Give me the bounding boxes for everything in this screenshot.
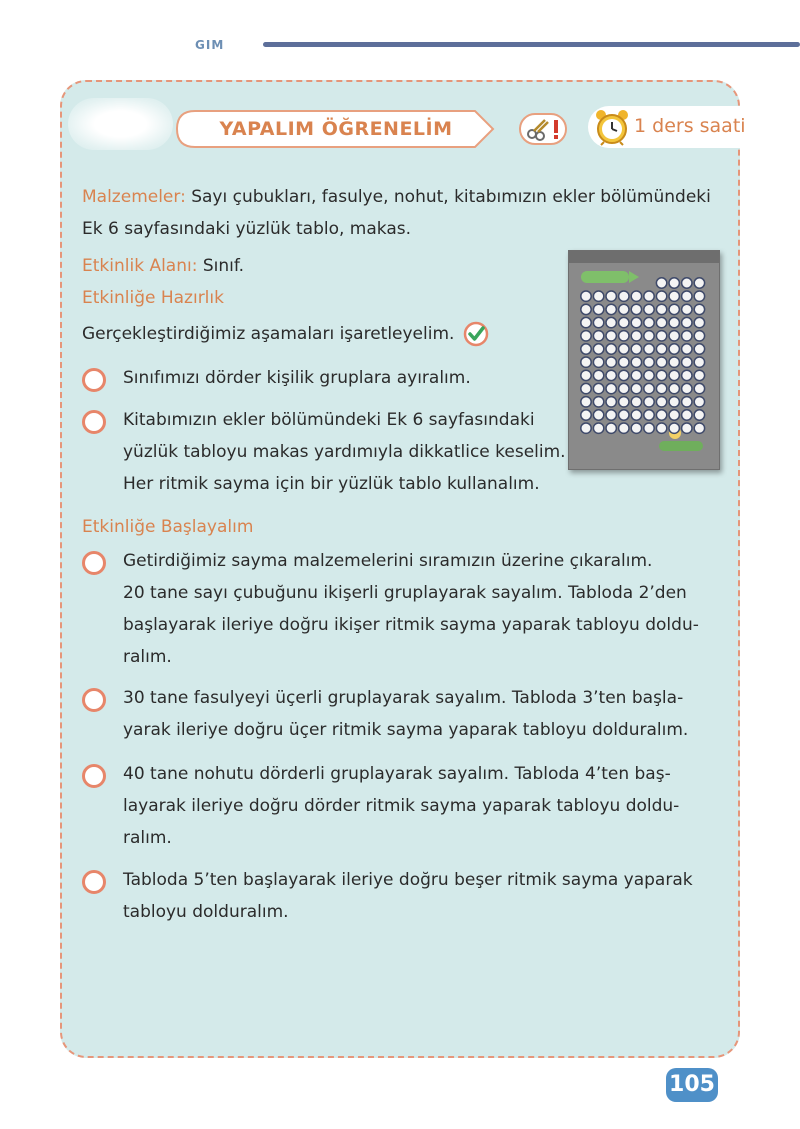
- chart-cell: [669, 317, 679, 327]
- scissors-icon: [519, 113, 567, 145]
- chart-cell: [593, 357, 603, 367]
- chart-cell: [644, 317, 654, 327]
- chart-cell: [682, 370, 692, 380]
- chart-cell: [606, 410, 616, 420]
- prep-item-1-line-1: Sınıfımızı dörder kişilik gruplara ayıralım.: [123, 368, 471, 388]
- chart-cell: [606, 317, 616, 327]
- chart-cell: [606, 397, 616, 407]
- chart-cell: [606, 370, 616, 380]
- duration-text: 1 ders saati: [634, 115, 746, 137]
- chart-cell: [619, 410, 629, 420]
- checkbox-circle[interactable]: [82, 870, 106, 894]
- chart-cell: [619, 370, 629, 380]
- chart-cell: [669, 423, 679, 433]
- chart-cell: [593, 344, 603, 354]
- chart-cell: [669, 331, 679, 341]
- chart-cell: [581, 344, 591, 354]
- start-item-1-line-3: başlayarak ileriye doğru ikişer ritmik sayma yaparak tabloyu doldu-: [123, 615, 699, 635]
- page-number: 105: [666, 1068, 718, 1102]
- chart-cell: [593, 331, 603, 341]
- chart-cell: [656, 331, 666, 341]
- chart-cell: [656, 278, 666, 288]
- chart-cell: [682, 410, 692, 420]
- chart-cell: [656, 317, 666, 327]
- chart-cell: [669, 357, 679, 367]
- chart-cell: [669, 344, 679, 354]
- chart-cell: [669, 410, 679, 420]
- chart-cell: [682, 397, 692, 407]
- start-item-1-line-2: 20 tane sayı çubuğunu ikişerli gruplayarak sayalım. Tabloda 2’den: [123, 583, 687, 603]
- decorative-splash: [68, 98, 173, 150]
- chart-cell: [619, 357, 629, 367]
- chart-cell: [619, 317, 629, 327]
- chart-cell: [631, 317, 641, 327]
- chart-cell: [631, 410, 641, 420]
- chart-cell: [619, 383, 629, 393]
- chart-cell: [656, 410, 666, 420]
- chart-cell: [619, 291, 629, 301]
- prep-item-2-line-2: yüzlük tabloyu makas yardımıyla dikkatlice keselim.: [123, 442, 566, 462]
- chart-cell: [631, 357, 641, 367]
- chart-cell: [581, 423, 591, 433]
- chart-cell: [694, 370, 704, 380]
- chart-cell: [656, 370, 666, 380]
- checkbox-circle[interactable]: [82, 551, 106, 575]
- prep-instruction: Gerçekleştirdiğimiz aşamaları işaretleyelim.: [82, 324, 455, 344]
- chart-cell: [644, 304, 654, 314]
- chart-cell: [694, 291, 704, 301]
- chart-cell: [669, 278, 679, 288]
- chart-cell: [694, 331, 704, 341]
- materials-text-1: Sayı çubukları, fasulye, nohut, kitabımızın ekler bölümündeki: [185, 187, 711, 207]
- start-heading: Etkinliğe Başlayalım: [82, 517, 254, 537]
- chart-cell: [581, 317, 591, 327]
- chart-cell: [631, 344, 641, 354]
- checkbox-circle[interactable]: [82, 410, 106, 434]
- chart-cell: [644, 423, 654, 433]
- checkbox-circle[interactable]: [82, 688, 106, 712]
- activity-area-line: [82, 251, 244, 281]
- chart-cell: [581, 410, 591, 420]
- chart-cell: [581, 370, 591, 380]
- chart-cell: [593, 304, 603, 314]
- start-item-2-line-1: 30 tane fasulyeyi üçerli gruplayarak sayalım. Tabloda 3’ten başla-: [123, 688, 684, 708]
- chart-cell: [606, 331, 616, 341]
- prep-item-2-line-1: Kitabımızın ekler bölümündeki Ek 6 sayfasındaki: [123, 410, 535, 430]
- chart-cell: [682, 344, 692, 354]
- prep-heading: Etkinliğe Hazırlık: [82, 288, 224, 308]
- chart-cell: [619, 304, 629, 314]
- chart-cell: [631, 331, 641, 341]
- chart-cell: [593, 423, 603, 433]
- chart-cell: [694, 383, 704, 393]
- chart-cell: [682, 383, 692, 393]
- chart-cell: [631, 383, 641, 393]
- chart-cell: [619, 344, 629, 354]
- chart-cell: [581, 291, 591, 301]
- chart-cell: [593, 317, 603, 327]
- chart-cell: [581, 383, 591, 393]
- start-item-1-line-1: Getirdiğimiz sayma malzemelerini sıramızın üzerine çıkaralım.: [123, 551, 653, 571]
- start-item-3-line-1: 40 tane nohutu dörderli gruplayarak sayalım. Tabloda 4’ten baş-: [123, 764, 671, 784]
- chart-cell: [682, 357, 692, 367]
- chart-cell: [606, 357, 616, 367]
- materials-line-1: [82, 182, 711, 212]
- chart-cell: [581, 397, 591, 407]
- start-item-2-line-2: yarak ileriye doğru üçer ritmik sayma yaparak tabloyu dolduralım.: [123, 720, 689, 740]
- chart-cell: [606, 304, 616, 314]
- chart-cell: [669, 291, 679, 301]
- chart-cell: [682, 331, 692, 341]
- chart-cell: [606, 423, 616, 433]
- chart-cell: [682, 291, 692, 301]
- chart-cell: [644, 370, 654, 380]
- alarm-clock-icon: [592, 108, 632, 146]
- chart-cell: [631, 304, 641, 314]
- duration-badge: [588, 106, 746, 148]
- banner-title: YAPALIM ÖĞRENELİM: [219, 118, 453, 140]
- prep-item-2-line-3: Her ritmik sayma için bir yüzlük tablo kullanalım.: [123, 474, 540, 494]
- chart-cell: [669, 370, 679, 380]
- activity-area-value: Sınıf.: [197, 256, 245, 276]
- start-item-1-line-4: ralım.: [123, 647, 172, 667]
- chart-cell: [631, 397, 641, 407]
- chart-cell: [593, 410, 603, 420]
- materials-text-2: Ek 6 sayfasındaki yüzlük tablo, makas.: [82, 219, 411, 239]
- chart-cell: [606, 383, 616, 393]
- start-item-3-line-2: layarak ileriye doğru dörder ritmik sayma yaparak tabloyu doldu-: [123, 796, 680, 816]
- chart-cell: [656, 423, 666, 433]
- chart-cell: [631, 291, 641, 301]
- chart-cell: [631, 423, 641, 433]
- chart-cell: [656, 291, 666, 301]
- start-item-4-line-2: tabloyu dolduralım.: [123, 902, 289, 922]
- activity-banner: [175, 109, 497, 149]
- chart-cell: [644, 410, 654, 420]
- start-item-3-line-3: ralım.: [123, 828, 172, 848]
- chart-cell: [682, 317, 692, 327]
- chart-cell: [644, 344, 654, 354]
- chart-cell: [619, 397, 629, 407]
- chart-cell: [694, 357, 704, 367]
- chart-cell: [619, 423, 629, 433]
- chart-cell: [694, 410, 704, 420]
- chart-cell: [644, 331, 654, 341]
- chart-cell: [593, 291, 603, 301]
- chart-cell: [606, 344, 616, 354]
- checkbox-circle[interactable]: [82, 368, 106, 392]
- chart-cell: [656, 304, 666, 314]
- chart-cell: [593, 383, 603, 393]
- start-item-4-line-1: Tabloda 5’ten başlayarak ileriye doğru beşer ritmik sayma yaparak: [123, 870, 693, 890]
- chart-cell: [619, 331, 629, 341]
- chart-cell: [694, 317, 704, 327]
- chart-cell: [669, 397, 679, 407]
- section-tab-label: GIM: [195, 38, 225, 52]
- materials-label: Malzemeler:: [82, 187, 186, 207]
- chart-cell: [581, 331, 591, 341]
- chart-cell: [656, 357, 666, 367]
- chart-cell: [682, 278, 692, 288]
- chart-cell: [644, 291, 654, 301]
- chart-cell: [656, 344, 666, 354]
- chart-cell: [669, 383, 679, 393]
- chart-cell: [694, 423, 704, 433]
- chart-cell: [581, 357, 591, 367]
- chart-cell: [682, 423, 692, 433]
- chart-cell: [593, 397, 603, 407]
- chart-cell: [656, 397, 666, 407]
- header-rule: [263, 42, 800, 47]
- chart-cell: [669, 304, 679, 314]
- activity-area-label: Etkinlik Alanı:: [82, 256, 198, 276]
- hundred-chart-image: [568, 250, 720, 470]
- chart-cell: [644, 397, 654, 407]
- checkmark-icon: [462, 320, 490, 348]
- chart-cell: [593, 370, 603, 380]
- chart-cell: [656, 383, 666, 393]
- hundred-chart-graphic: [569, 251, 719, 469]
- chart-cell: [631, 370, 641, 380]
- chart-cell: [644, 383, 654, 393]
- chart-cell: [606, 291, 616, 301]
- chart-cell: [644, 357, 654, 367]
- chart-cell: [694, 344, 704, 354]
- checkbox-circle[interactable]: [82, 764, 106, 788]
- chart-cell: [694, 304, 704, 314]
- chart-cell: [581, 304, 591, 314]
- chart-cell: [694, 397, 704, 407]
- chart-cell: [694, 278, 704, 288]
- chart-cell: [682, 304, 692, 314]
